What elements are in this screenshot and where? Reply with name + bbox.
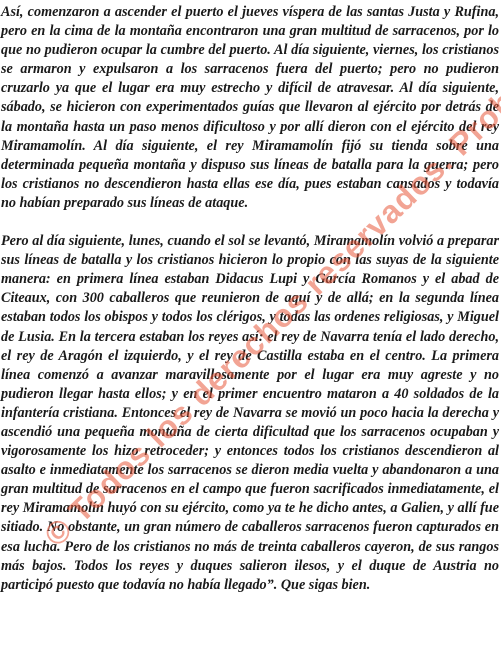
- paragraph-2: Pero al día siguiente, lunes, cuando el sol se levantó, Miramamolín volvió a preparar sus líneas de batalla y los cristianos hicieron lo propio con las suyas de la siguiente manera: en primera línea estaban Didacus Lupi y García Romanos y el abad de Citeaux, con 300 caballeros que reunieron de aquí y de allá; en la segunda línea estaban todos los obispos y todos los clérigos, y todas las ordenes religiosas, y Miguel de Lusia. En la tercera estaban los reyes así: el rey de Navarra tenía el lado derecho, el rey de Aragón el izquierdo, y el rey de Castilla estaba en el centro. La primera línea comenzó a avanzar maravillosamente por el lugar era muy agreste y no pudieron llegar hasta ellos; y en el primer encuentro mataron a 40 soldados de la infantería cristiana. Entonces el rey de Navarra se movió un poco hacia la derecha y ascendió una pequeña montaña de cierta dificultad que los sarracenos ocupaban y vigorosamente los hizo retroceder; y entonces todos los cristianos descendieron al asalto e inmediatamente los sarracenos se dieron media vuelta y abandonaron a una gran multitud de sarracenos en el campo que fueron sacrificados inmediatamente, el rey Miramamolín huyó con su ejército, como ya te he dicho antes, a Galien, y allí fue sitiado. No obstante, un gran número de caballeros sarracenos fueron capturados en esa lucha. Pero de los cristianos no más de treinta caballeros cayeron, de sus rangos más bajos. Todos los reyes y duques salieron ilesos, y el duque de Austria no participó puesto que todavía no había llegado”. Que sigas bien.: [1, 233, 499, 593]
- paragraph-gap: [1, 213, 499, 232]
- paragraph-1: Así, comenzaron a ascender el puerto el jueves víspera de las santas Justa y Rufina, pero en la cima de la montaña encontraron una gran multitud de sarracenos, por lo que no pudieron ocupar la cumbre del puerto. Al día siguiente, viernes, los cristianos se armaron y expulsaron a los sarracenos fuera del puerto; pero no pudieron cruzarlo ya que el lugar era muy estrecho y difícil de atravesar. Al día siguiente, sábado, se hicieron con experimentados guías que llevaron al ejército por detrás de la montaña hasta un paso menos dificultoso y por allí dieron con el ejército del rey Miramamolín. Al día siguiente, el rey Miramamolín fijó su tienda sobre una determinada pequeña montaña y dispuso sus líneas de batalla para la guerra; pero los cristianos no descendieron hasta ellas ese día, pues estaban cansados y todavía no habían preparado sus líneas de ataque.: [1, 4, 499, 211]
